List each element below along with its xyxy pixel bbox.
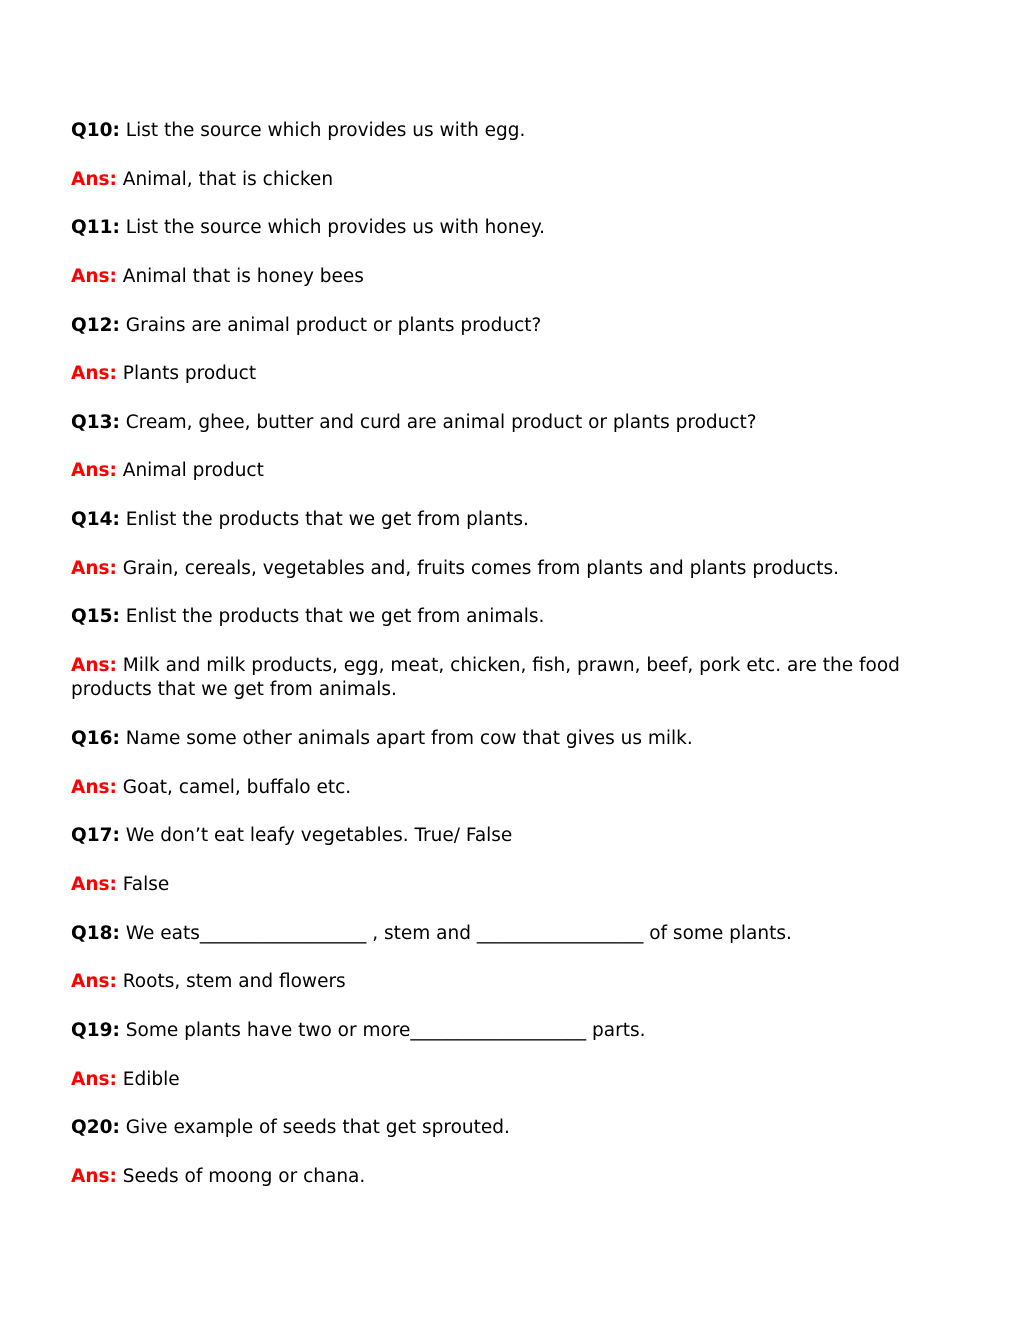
question-text: Grains are animal product or plants product? [119, 315, 542, 336]
answer-label: Ans: [71, 1069, 117, 1090]
question-text: We don’t eat leafy vegetables. True/ False [119, 825, 513, 846]
answer-text: Grain, cereals, vegetables and, fruits comes from plants and plants products. [116, 558, 839, 579]
answer-12 [71, 362, 951, 386]
question-14 [71, 508, 951, 532]
answer-label: Ans: [71, 655, 117, 676]
answer-text: Edible [116, 1069, 180, 1090]
answer-text: Milk and milk products, egg, meat, chicken, fish, prawn, beef, pork etc. are the food products that we get from animals. [71, 655, 906, 701]
question-label: Q16: [71, 728, 120, 749]
answer-text: Animal, that is chicken [116, 169, 334, 190]
question-text: Cream, ghee, butter and curd are animal product or plants product? [119, 412, 757, 433]
question-label: Q10: [71, 120, 120, 141]
answer-label: Ans: [71, 1166, 117, 1187]
answer-text: False [116, 874, 170, 895]
answer-text: Animal that is honey bees [116, 266, 364, 287]
question-10 [71, 119, 951, 143]
question-label: Q19: [71, 1020, 120, 1041]
answer-text: Roots, stem and flowers [116, 971, 346, 992]
question-15 [71, 605, 951, 629]
question-text: Some plants have two or more___________________ parts. [119, 1020, 646, 1041]
answer-16 [71, 776, 951, 800]
question-label: Q11: [71, 217, 120, 238]
question-label: Q17: [71, 825, 120, 846]
answer-11 [71, 265, 951, 289]
answer-text: Seeds of moong or chana. [116, 1166, 366, 1187]
question-18 [71, 922, 951, 946]
answer-13 [71, 459, 951, 483]
question-label: Q18: [71, 923, 120, 944]
answer-17 [71, 873, 951, 897]
question-text: Name some other animals apart from cow that gives us milk. [119, 728, 693, 749]
question-text: Enlist the products that we get from animals. [119, 606, 545, 627]
answer-text: Plants product [116, 363, 257, 384]
question-text: List the source which provides us with egg. [119, 120, 526, 141]
question-label: Q15: [71, 606, 120, 627]
question-text: Enlist the products that we get from plants. [119, 509, 529, 530]
answer-label: Ans: [71, 971, 117, 992]
question-label: Q13: [71, 412, 120, 433]
question-20 [71, 1116, 951, 1140]
question-label: Q14: [71, 509, 120, 530]
answer-label: Ans: [71, 777, 117, 798]
question-text: We eats__________________ , stem and __________________ of some plants. [119, 923, 792, 944]
answer-15 [71, 654, 951, 703]
question-12 [71, 314, 951, 338]
answer-text: Goat, camel, buffalo etc. [116, 777, 352, 798]
answer-label: Ans: [71, 874, 117, 895]
answer-label: Ans: [71, 266, 117, 287]
answer-label: Ans: [71, 363, 117, 384]
answer-10 [71, 168, 951, 192]
answer-label: Ans: [71, 558, 117, 579]
question-13 [71, 411, 951, 435]
answer-label: Ans: [71, 169, 117, 190]
answer-label: Ans: [71, 460, 117, 481]
question-16 [71, 727, 951, 751]
question-11 [71, 216, 951, 240]
answer-14 [71, 557, 951, 581]
answer-20 [71, 1165, 951, 1189]
answer-text: Animal product [116, 460, 264, 481]
answer-18 [71, 970, 951, 994]
question-text: List the source which provides us with honey. [119, 217, 546, 238]
question-label: Q20: [71, 1117, 120, 1138]
question-label: Q12: [71, 315, 120, 336]
question-19 [71, 1019, 951, 1043]
answer-19 [71, 1068, 951, 1092]
question-17 [71, 824, 951, 848]
question-text: Give example of seeds that get sprouted. [119, 1117, 510, 1138]
